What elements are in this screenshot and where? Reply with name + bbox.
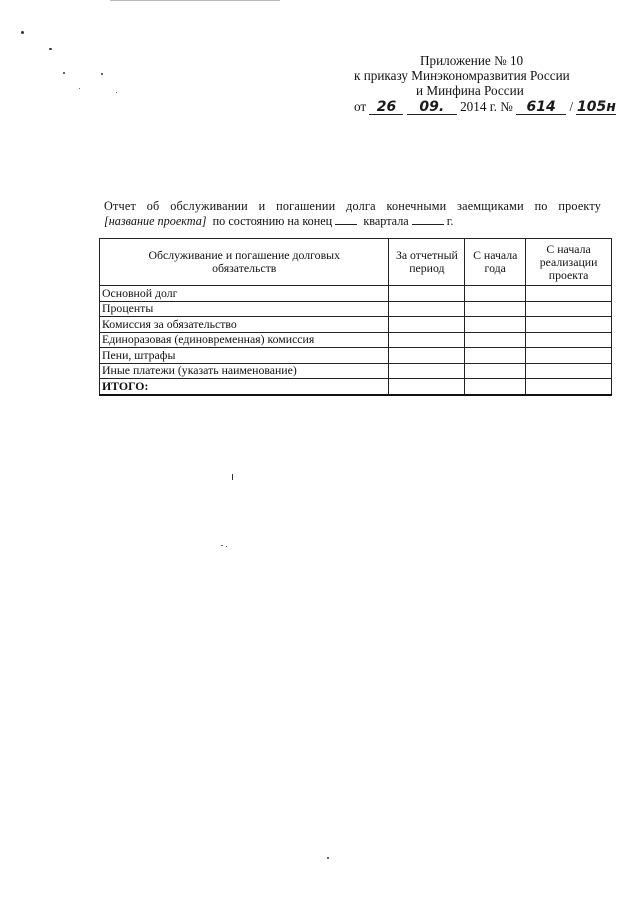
intro-word: конечными — [386, 199, 447, 213]
total-since-project-start[interactable] — [526, 379, 612, 395]
total-label: ИТОГО: — [100, 379, 389, 395]
scan-speck — [226, 546, 227, 547]
year-suffix: г. — [446, 213, 454, 228]
scan-speck — [232, 474, 233, 480]
handwritten-month: 09. — [407, 101, 457, 115]
scan-speck — [21, 31, 24, 34]
total-row — [100, 379, 612, 395]
ministry-line: и Минфина России — [416, 83, 524, 98]
date-prefix: от — [354, 99, 367, 114]
scan-speck — [49, 48, 52, 50]
order-number-separator: / — [569, 99, 574, 114]
cell-year-to-date[interactable] — [465, 332, 526, 348]
date-year: 2014 г. № — [460, 99, 513, 114]
quarter-text: квартала — [363, 213, 409, 228]
appendix-header — [350, 53, 616, 115]
intro-word: погашении — [276, 199, 336, 213]
report-intro — [104, 199, 601, 228]
cell-since-project-start[interactable] — [526, 317, 612, 333]
year-blank[interactable] — [412, 214, 444, 225]
total-year-to-date[interactable] — [465, 379, 526, 395]
intro-word: Отчет — [104, 199, 136, 213]
table-row — [100, 363, 612, 379]
cell-reporting-period[interactable] — [389, 301, 465, 317]
table-row — [100, 348, 612, 364]
handwritten-order-number-1: 614 — [516, 101, 566, 115]
project-name-placeholder: [название проекта] — [104, 213, 207, 228]
cell-year-to-date[interactable] — [465, 363, 526, 379]
intro-word: и — [258, 199, 266, 213]
table-row — [100, 301, 612, 317]
cell-reporting-period[interactable] — [389, 363, 465, 379]
cell-reporting-period[interactable] — [389, 317, 465, 333]
order-date-line — [350, 99, 616, 115]
cell-year-to-date[interactable] — [465, 348, 526, 364]
scan-speck — [79, 88, 80, 89]
header-year-to-date: С начала года — [465, 239, 526, 286]
debt-service-table — [99, 238, 612, 396]
row-label: Проценты — [100, 301, 389, 317]
scan-speck — [327, 857, 329, 859]
header-obligations: Обслуживание и погашение долговых обязательств — [100, 239, 389, 286]
scan-speck — [63, 72, 65, 74]
intro-word: проекту — [558, 199, 602, 213]
handwritten-day: 26 — [369, 101, 403, 115]
cell-since-project-start[interactable] — [526, 301, 612, 317]
scan-top-edge — [110, 0, 280, 1]
cell-reporting-period[interactable] — [389, 286, 465, 302]
appendix-title: Приложение № 10 — [420, 53, 524, 68]
intro-word: об — [146, 199, 160, 213]
cell-since-project-start[interactable] — [526, 363, 612, 379]
row-label: Единоразовая (единовременная) комиссия — [100, 332, 389, 348]
cell-year-to-date[interactable] — [465, 286, 526, 302]
intro-word: долга — [346, 199, 376, 213]
cell-year-to-date[interactable] — [465, 317, 526, 333]
table-row — [100, 332, 612, 348]
cell-since-project-start[interactable] — [526, 286, 612, 302]
row-label: Пени, штрафы — [100, 348, 389, 364]
table-row — [100, 286, 612, 302]
report-intro-line-2 — [104, 214, 601, 229]
as-of-text: по состоянию на конец — [212, 213, 333, 228]
handwritten-order-number-2: 105н — [576, 99, 616, 115]
intro-word: обслуживании — [170, 199, 248, 213]
cell-year-to-date[interactable] — [465, 301, 526, 317]
row-label: Комиссия за обязательство — [100, 317, 389, 333]
table-header-row — [100, 239, 612, 286]
order-line: к приказу Минэкономразвития России — [354, 68, 570, 83]
intro-word: заемщиками — [457, 199, 524, 213]
header-since-project-start: С начала реализации проекта — [526, 239, 612, 286]
cell-since-project-start[interactable] — [526, 332, 612, 348]
scan-speck — [101, 73, 103, 75]
header-reporting-period: За отчетный период — [389, 239, 465, 286]
scan-speck — [221, 545, 223, 546]
quarter-blank[interactable] — [335, 214, 357, 225]
row-label: Основной долг — [100, 286, 389, 302]
cell-since-project-start[interactable] — [526, 348, 612, 364]
row-label: Иные платежи (указать наименование) — [100, 363, 389, 379]
report-intro-line-1 — [104, 199, 601, 214]
intro-word: по — [534, 199, 548, 213]
table-row — [100, 317, 612, 333]
cell-reporting-period[interactable] — [389, 348, 465, 364]
total-reporting-period[interactable] — [389, 379, 465, 395]
cell-reporting-period[interactable] — [389, 332, 465, 348]
scan-speck — [116, 92, 117, 93]
